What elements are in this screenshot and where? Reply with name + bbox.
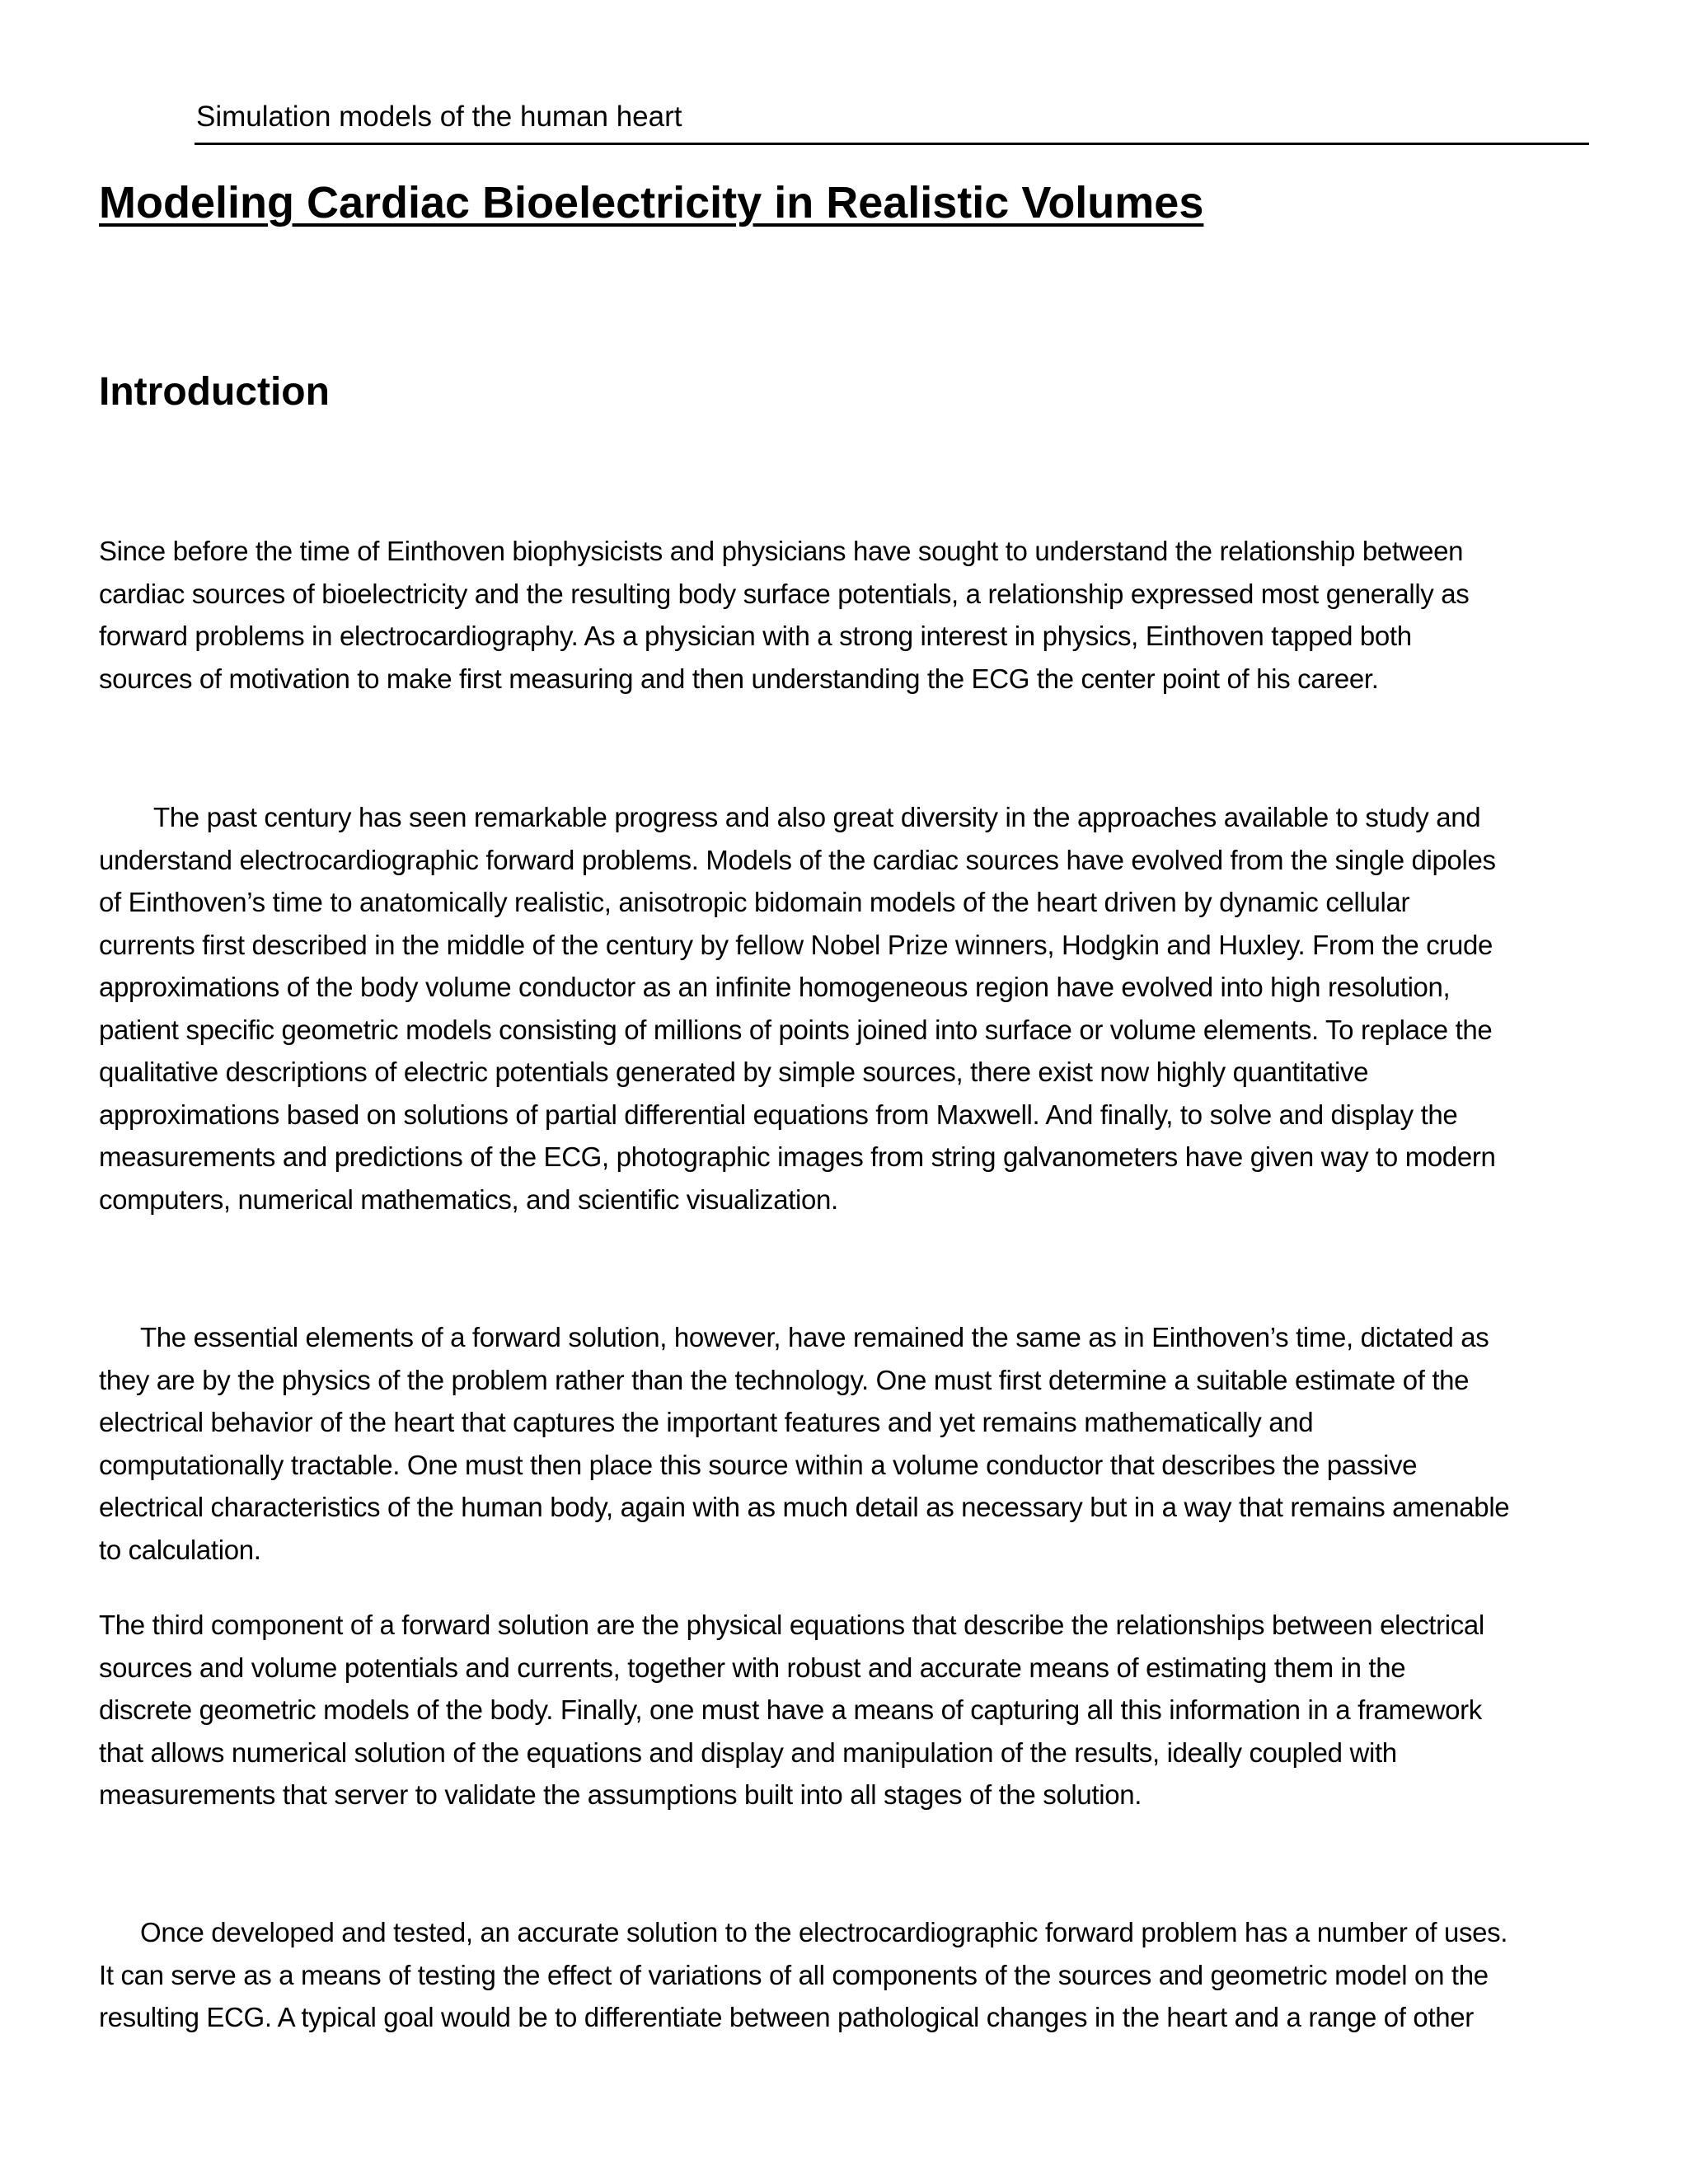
paragraph-line: patient specific geometric models consisting of millions of points joined into surface or volume elements. To replace the xyxy=(99,1014,1493,1045)
paragraph-line: computationally tractable. One must then place this source within a volume conductor that describes the passive xyxy=(99,1449,1418,1480)
paragraph-5 xyxy=(99,1911,1582,2039)
paragraph-line: sources and volume potentials and currents, together with robust and accurate means of estimating them in the xyxy=(99,1652,1406,1683)
paragraph-2 xyxy=(99,796,1582,1221)
paragraph-line: qualitative descriptions of electric potentials generated by simple sources, there exist now highly quantitative xyxy=(99,1057,1369,1087)
paragraph-line: Since before the time of Einthoven biophysicists and physicians have sought to understand the relationship between xyxy=(99,536,1464,566)
paragraph-line: to calculation. xyxy=(99,1534,261,1565)
document-title: Modeling Cardiac Bioelectricity in Realistic Volumes xyxy=(99,178,1204,227)
paragraph-line: approximations of the body volume conductor as an infinite homogeneous region have evolved into high resolution, xyxy=(99,972,1451,1002)
paragraph-line: cardiac sources of bioelectricity and the resulting body surface potentials, a relationship expressed most generally as xyxy=(99,578,1470,609)
paragraph-line: The past century has seen remarkable progress and also great diversity in the approaches available to study and xyxy=(153,802,1481,832)
paragraph-line: understand electrocardiographic forward problems. Models of the cardiac sources have evolved from the single dipoles xyxy=(99,844,1496,875)
section-heading-introduction: Introduction xyxy=(99,370,330,414)
paragraph-line: The third component of a forward solution are the physical equations that describe the relationships between electrical xyxy=(99,1610,1484,1640)
paragraph-line: It can serve as a means of testing the effect of variations of all components of the sources and geometric model on the xyxy=(99,1959,1489,1990)
paragraph-line: resulting ECG. A typical goal would be to differentiate between pathological changes in the heart and a range of other xyxy=(99,2002,1474,2032)
paragraph-line: Once developed and tested, an accurate solution to the electrocardiographic forward problem has a number of uses. xyxy=(140,1917,1508,1947)
paragraph-line: they are by the physics of the problem rather than the technology. One must first determine a suitable estimate of the xyxy=(99,1364,1470,1395)
paragraph-line: of Einthoven’s time to anatomically realistic, anisotropic bidomain models of the heart driven by dynamic cellular xyxy=(99,887,1410,917)
paragraph-line: The essential elements of a forward solution, however, have remained the same as in Einthoven’s time, dictated as xyxy=(140,1322,1489,1352)
paragraph-line: electrical behavior of the heart that captures the important features and yet remains mathematically and xyxy=(99,1407,1314,1437)
paragraph-line: forward problems in electrocardiography. As a physician with a strong interest in physics, Einthoven tapped both xyxy=(99,621,1412,651)
paragraph-3 xyxy=(99,1316,1582,1571)
paragraph-1 xyxy=(99,530,1582,700)
paragraph-line: electrical characteristics of the human body, again with as much detail as necessary but in a way that remains amenable xyxy=(99,1492,1510,1522)
paragraph-4 xyxy=(99,1604,1582,1816)
paragraph-line: currents first described in the middle of the century by fellow Nobel Prize winners, Hodgkin and Huxley. From the crude xyxy=(99,929,1493,960)
header-rule xyxy=(195,143,1589,145)
running-header: Simulation models of the human heart xyxy=(196,101,682,133)
paragraph-line: discrete geometric models of the body. Finally, one must have a means of capturing all this information in a framework xyxy=(99,1694,1482,1725)
paragraph-line: that allows numerical solution of the equations and display and manipulation of the results, ideally coupled with xyxy=(99,1736,1397,1768)
paragraph-line: measurements and predictions of the ECG, photographic images from string galvanometers have given way to modern xyxy=(99,1141,1496,1172)
paragraph-line: computers, numerical mathematics, and scientific visualization. xyxy=(99,1183,838,1215)
paragraph-line: sources of motivation to make first measuring and then understanding the ECG the center point of his career. xyxy=(99,663,1379,694)
paragraph-line: measurements that server to validate the assumptions built into all stages of the solution. xyxy=(99,1779,1142,1810)
paragraph-line: approximations based on solutions of partial differential equations from Maxwell. And finally, to solve and display the xyxy=(99,1099,1458,1130)
